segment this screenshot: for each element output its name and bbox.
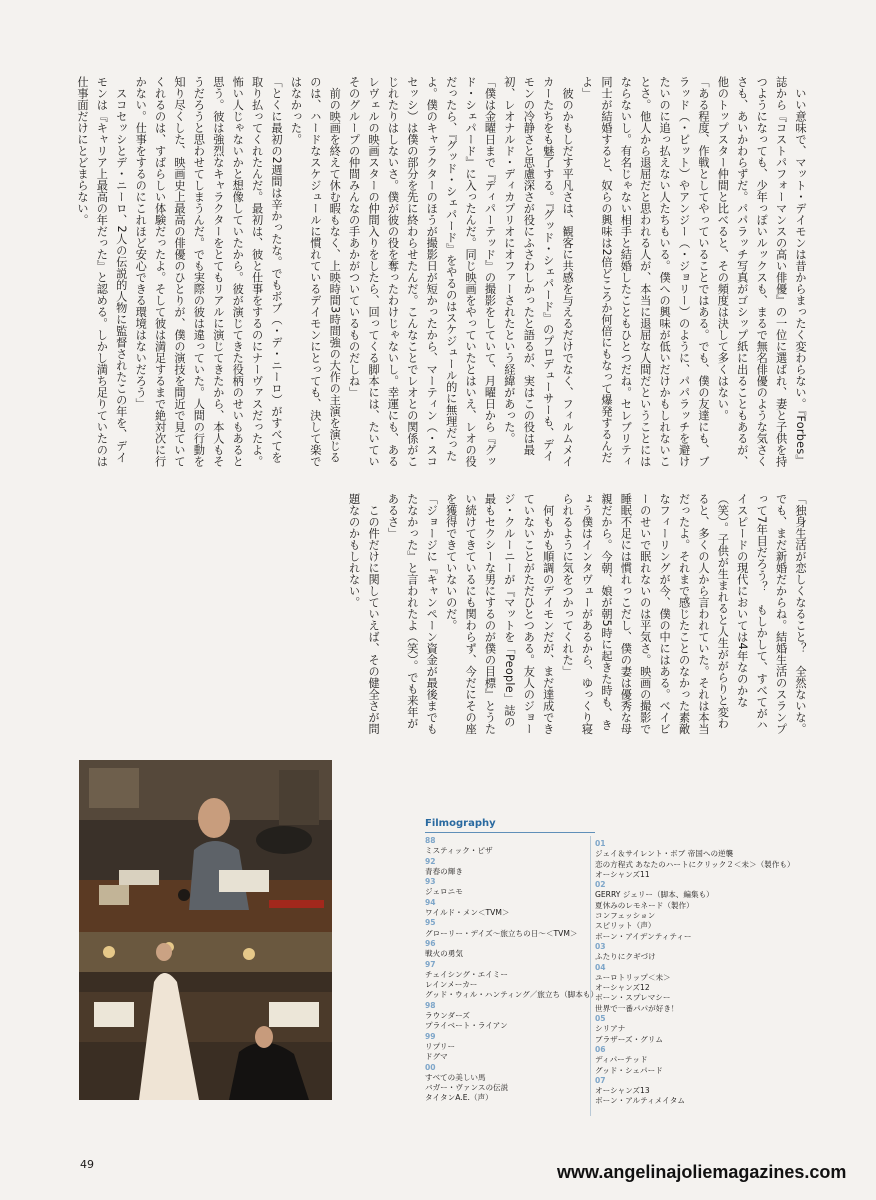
article-body-lower xyxy=(66,493,810,736)
filmography-title-entry: ミスティック・ピザ xyxy=(425,846,493,856)
filmography-title-entry: シリアナ xyxy=(595,1024,626,1034)
filmography-title-entry: ふたりにクギづけ xyxy=(595,952,656,962)
filmography-year: 01 xyxy=(595,839,606,848)
filmography-title-entry: グッド・シェパード xyxy=(595,1065,663,1075)
filmography-year: 07 xyxy=(595,1075,606,1085)
filmography-title-entry: ブラザーズ・グリム xyxy=(595,1034,663,1044)
filmography-title-entry: 夏休みのレモネード（製作） xyxy=(595,900,694,910)
filmography-year: 98 xyxy=(425,1000,436,1010)
filmography-title-entry: ラウンダーズ xyxy=(425,1011,470,1021)
paragraph: いい意味で、マット・デイモンは昔からまったく変わらない。『Forbes』誌から『コストパフォーマンスの高い俳優』の一位に選ばれ、妻と子供を持つようになっても、少年っぽいルックスも、まるで無名俳優のような気さくさも、あいかわらずだ。パパラッチ写真がゴシップ紙に出ることもあるが、他のトップスター仲間と比べると、その頻度は決して多くはない。 xyxy=(716,76,807,467)
filmography-title-entry: ボーン・アイデンティティー xyxy=(595,931,692,941)
filmography-year: 00 xyxy=(425,1062,436,1072)
filmography-title-entry: リプリー xyxy=(425,1041,456,1051)
filmography-year: 95 xyxy=(425,918,436,928)
paragraph: この件だけに関していえば、その健全さが問題なのかもしれない。 xyxy=(347,493,381,735)
paragraph: 「僕は金曜日まで『ディパーテッド』の撮影をしていて、月曜日から『グッド・シェパード』に入ったんだ。同じ映画をやっていたとはいえ、レオの役だったら、『グッド・シェパード』をやるのはスケジュール的に無理だったよ。僕のキャラクターのほうが撮影日が短かったから、マーティン（・スコセッシ）は僕の部分を先に終わらせたんだ。こんなことでレオとの関係がこじれたりはしないさ。僕が彼の役を奪ったわけじゃないし。幸運にも、あるレヴェルの映画スターの仲間入りをしたら、回ってくる脚本には、たいていそのグループの仲間みんなの手あかがついているものだしね」 xyxy=(347,76,497,467)
filmography-year: 92 xyxy=(425,856,436,866)
filmography-title-entry: プライベート・ライアン xyxy=(425,1021,508,1031)
film-still-office-image xyxy=(79,760,332,932)
filmography-title-entry: オーシャンズ12 xyxy=(595,983,650,993)
filmography-year: 05 xyxy=(595,1014,606,1024)
filmography-title-entry: ドグマ xyxy=(425,1052,448,1062)
paragraph: 前の映画を終えて休む暇もなく、上映時間3時間強の大作の主演を演じるのは、ハードなスケジュールに慣れているデイモンにとっても、決して楽ではなかった。 xyxy=(289,76,342,467)
paragraph: 何もかも順調のデイモンだが、まだ達成できていないことがただひとつある。友人のジョージ・クルーニーが『マットを「People」誌の最もセクシーな男にするのが僕の目標』とうたい続けてきているにも関わらず、今だにその座を獲得できていないのだ。 xyxy=(444,493,555,735)
filmography-title-entry: GERRY ジェリー（脚本、編集も） xyxy=(595,890,714,900)
filmography-year: 96 xyxy=(425,938,436,948)
filmography-title-entry: ユーロトリップ＜未＞ xyxy=(595,972,671,982)
filmography-title-entry: 恋の方程式 あなたのハートにクリック２＜未＞（製作も） xyxy=(595,859,795,869)
filmography-title-entry: レインメーカー xyxy=(425,980,478,990)
paragraph: 「ジョージに『キャンペーン資金が最後までもたなかった』と言われたよ（笑）。でも来年があるさ」 xyxy=(386,493,439,735)
filmography-year: 03 xyxy=(595,941,606,951)
paragraph: 彼のかもしだす平凡さは、観客に共感を与えるだけでなく、フィルムメイカーたちをも魅了する。『グッド・シェパード』のプロデューサーも、デイモンの冷静さと思慮深さが役にふさわしかったと語るが、実はこの役は最初、レオナルド・ディカプリオにオファーされたという経緯があった。 xyxy=(502,76,575,467)
filmography-year: 02 xyxy=(595,880,606,890)
filmography-title-entry: チェイシング・エイミー xyxy=(425,969,508,979)
filmography-year: 06 xyxy=(595,1044,606,1054)
paragraph: 「とくに最初の2週間は辛かったな。でもボブ（・デ・ニーロ）がすべてを取り払ってくれたんだ。最初は、彼と仕事をするのにナーヴァスだったよ。怖い人じゃないかと想像していたから。彼が演じてきた役柄のせいもあると思う。彼は強烈なキャラクターをとてもリアルに演じてきたから、本人もそうだろうと思わせてしまうんだ。でも実際の彼は違っていた。人間の行動を知り尽くした、映画史上最高の俳優のひとりが、僕の演技を間近で見ていてくれるのは、すばらしい体験だったよ。そして彼は満足するまで絶対次に行かない。仕事をするのにこれほど安心できる環境はないだろう」 xyxy=(134,76,284,467)
filmography-title-entry: ディパーテッド xyxy=(595,1055,648,1065)
filmography-title-entry: 青春の輝き xyxy=(425,866,463,876)
filmography-title-entry: ボーン・スプレマシー xyxy=(595,993,671,1003)
filmography-title-entry: グローリー・デイズ〜旅立ちの日〜＜TVM＞ xyxy=(425,928,578,938)
film-still-office xyxy=(79,760,332,932)
filmography-right-column xyxy=(595,839,795,1107)
filmography-title-entry: ジェロニモ xyxy=(425,887,463,897)
watermark: www.angelinajoliemagazines.com xyxy=(557,1162,847,1182)
filmography-title-entry: オーシャンズ11 xyxy=(595,869,650,879)
filmography-year: 97 xyxy=(425,959,436,969)
filmography-title-entry: スピリット（声） xyxy=(595,921,656,931)
film-still-dance xyxy=(79,932,332,1100)
filmography-left-column xyxy=(425,836,600,1104)
paragraph: 「独身生活が恋しくなること？ 全然ないな。でも、まだ新婚だからね。結婚生活のスランプって7年目だろう？ もしかして、すべてがハイスピードの現代においては4年なのかな（笑）。子供が生まれると人生ががらりと変わると、多くの人から言われていた。それは本当だったよ。それまで感じたことのなかった素敵なフィーリングが今、僕の中にはある。ベイビーのせいで眠れないのは平気さ。映画の撮影で睡眠不足には慣れっこだし、僕の妻は優秀な母親だから。今朝、娘が朝5時に起きた時も、きょう僕はインタヴューがあるから、ゆっくり寝られるように気をつかってくれた」 xyxy=(561,493,807,735)
filmography-title-entry: ワイルド・メン＜TVM＞ xyxy=(425,908,510,918)
filmography-title-entry: すべての美しい馬 xyxy=(425,1072,486,1082)
filmography-title-entry: 戦火の勇気 xyxy=(425,949,463,959)
filmography-title-entry: ボーン・アルティメイタム xyxy=(595,1096,685,1106)
filmography-year: 88 xyxy=(425,836,436,845)
filmography-title-entry: バガー・ヴァンスの伝説 xyxy=(425,1083,509,1093)
paragraph: スコセッシとデ・ニーロ、2人の伝説的人物に監督されたこの年を、デイモンは『キャリア上最高の年だった』と認める。しかし満ち足りていたのは仕事面だけにとどまらない。 xyxy=(75,76,128,467)
filmography-title-entry: タイタンA.E.（声） xyxy=(425,1093,493,1103)
filmography-title-entry: 世界で一番パパが好き！ xyxy=(595,1003,679,1013)
filmography-rule xyxy=(425,832,595,833)
filmography-year: 94 xyxy=(425,897,436,907)
filmography-title-entry: コンフェッション xyxy=(595,911,656,921)
film-still-dance-image xyxy=(79,932,332,1100)
filmography-year: 99 xyxy=(425,1031,436,1041)
filmography-title-entry: ジェイ＆サイレント・ボブ 帝国への逆襲 xyxy=(595,849,734,859)
article-body-upper xyxy=(66,76,810,469)
paragraph: 「ある程度、作戦としてやっていることではある。でも、僕の友達にも、ブラッド（・ピット）やアンジー（・ジョリー）のように、パパラッチを避けたいのに追っ払えない人たちもいる。僕への興味が低いだけかもしれないことさ。他人から退屈だと思われる人が、本当に退屈な人間だということにはならないし。有名じゃない相手と結婚したこともひとつだね。セレブリティ同士が結婚すると、奴らの興味は2倍どころか何倍にもなって爆発するんだよ」 xyxy=(580,76,710,467)
filmography-year: 04 xyxy=(595,962,606,972)
filmography-title: Filmography xyxy=(425,818,496,829)
filmography-title-entry: グッド・ウィル・ハンティング／旅立ち（脚本も） xyxy=(425,990,599,1000)
filmography-title-entry: オーシャンズ13 xyxy=(595,1086,650,1096)
filmography-year: 93 xyxy=(425,877,436,887)
page-number: 49 xyxy=(80,1158,94,1171)
